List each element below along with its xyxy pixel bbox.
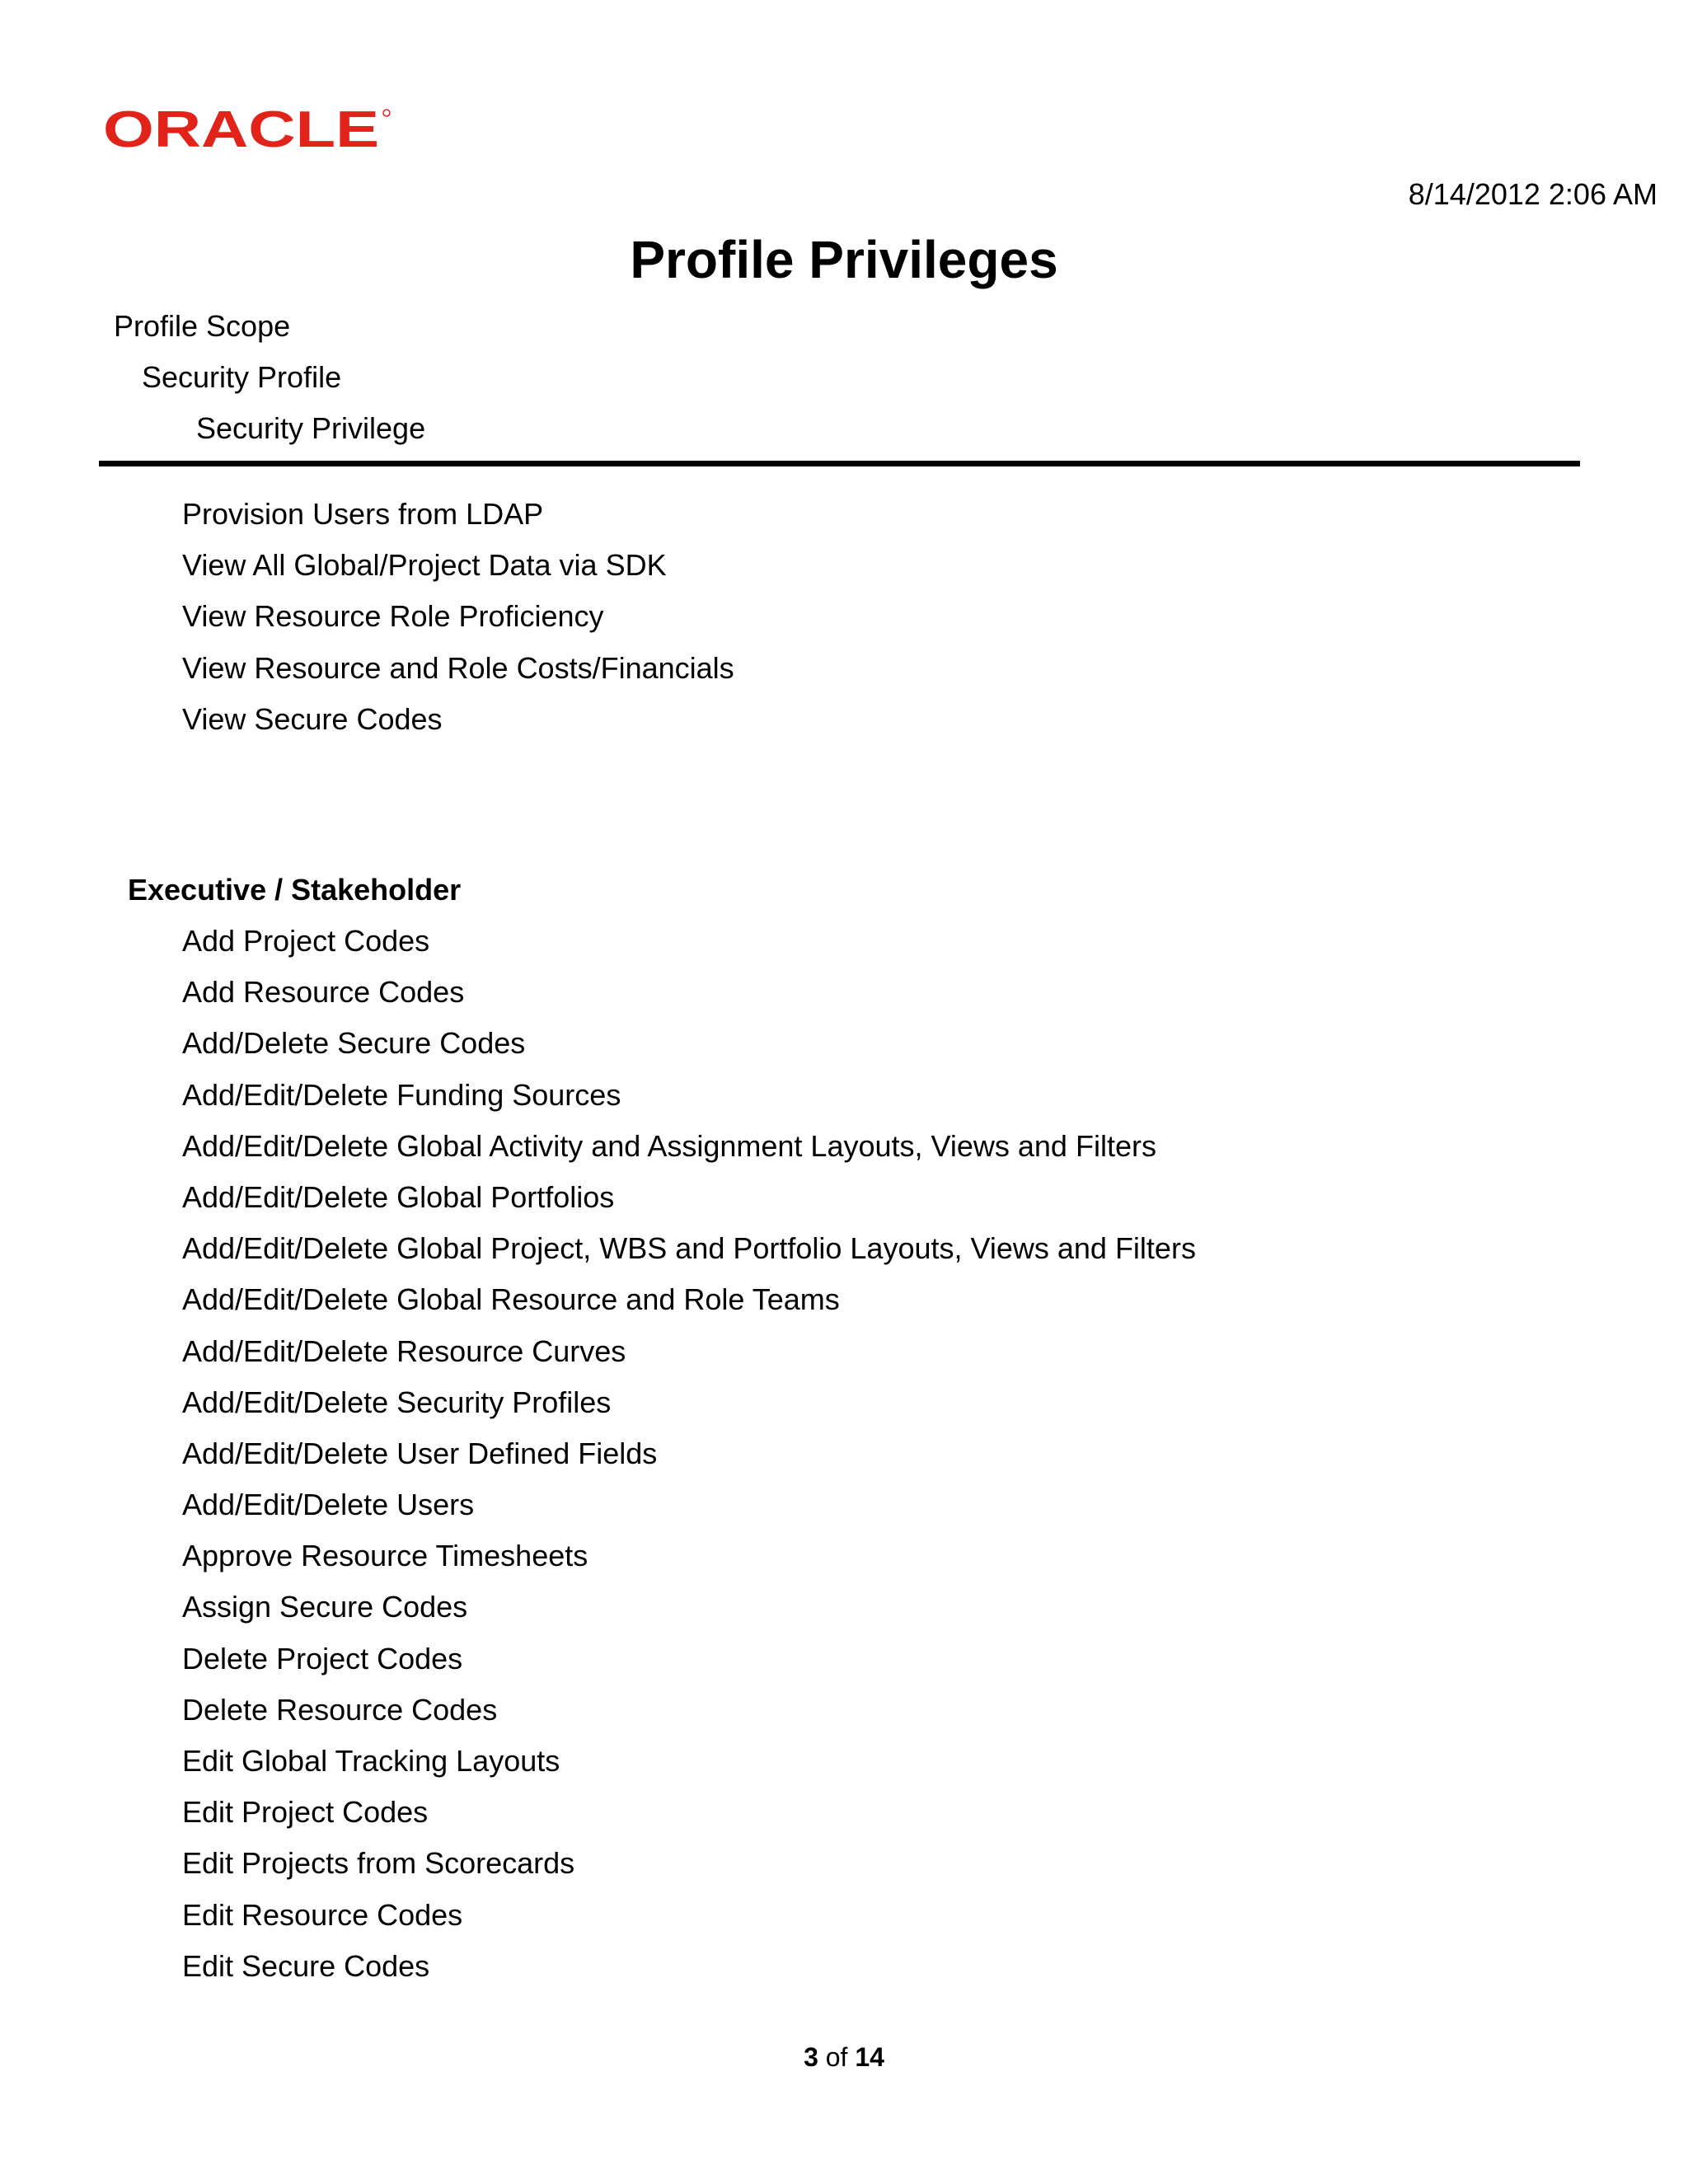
- page-title: Profile Privileges: [630, 230, 1058, 289]
- privilege-item: Edit Global Tracking Layouts: [182, 1744, 560, 1778]
- header-divider: [99, 461, 1580, 466]
- privilege-item: Add/Edit/Delete Users: [182, 1488, 475, 1522]
- privilege-item: View Resource Role Proficiency: [182, 599, 604, 634]
- privilege-item: Edit Projects from Scorecards: [182, 1846, 575, 1881]
- legend-security-profile: Security Profile: [142, 360, 342, 394]
- privilege-item: Add/Delete Secure Codes: [182, 1026, 526, 1061]
- privilege-item: Add/Edit/Delete Global Portfolios: [182, 1179, 615, 1214]
- privilege-item: Assign Secure Codes: [182, 1590, 468, 1624]
- privilege-item: Add Project Codes: [182, 924, 430, 958]
- privilege-item: Add/Edit/Delete User Defined Fields: [182, 1436, 658, 1470]
- page-number: [0, 2041, 1688, 2074]
- oracle-logo: [103, 105, 392, 153]
- privilege-item: Add/Edit/Delete Global Project, WBS and Portfolio Layouts, Views and Filters: [182, 1231, 1196, 1266]
- oracle-logo-wordmark: ORACLE: [103, 105, 379, 153]
- privilege-item: Add/Edit/Delete Global Resource and Role Teams: [182, 1282, 840, 1317]
- total-pages: 14: [855, 2042, 884, 2072]
- privilege-item: Delete Project Codes: [182, 1641, 463, 1675]
- continued-privilege-list: [182, 489, 734, 745]
- privilege-item: Add/Edit/Delete Security Profiles: [182, 1385, 612, 1419]
- timestamp: 8/14/2012 2:06 AM: [1408, 177, 1658, 211]
- profile-heading-executive-stakeholder: Executive / Stakeholder: [128, 873, 462, 907]
- legend-profile-scope: Profile Scope: [114, 309, 291, 343]
- privilege-item: View All Global/Project Data via SDK: [182, 548, 667, 583]
- legend-security-privilege: Security Privilege: [196, 411, 426, 445]
- privilege-item: Edit Project Codes: [182, 1795, 429, 1830]
- privilege-item: View Secure Codes: [182, 701, 443, 736]
- privilege-item: Delete Resource Codes: [182, 1692, 498, 1727]
- executive-privilege-list: [182, 916, 1196, 1992]
- privilege-item: Add/Edit/Delete Global Activity and Assignment Layouts, Views and Filters: [182, 1128, 1156, 1163]
- privilege-item: Provision Users from LDAP: [182, 497, 544, 531]
- privilege-item: Edit Resource Codes: [182, 1897, 463, 1932]
- privilege-item: Add Resource Codes: [182, 975, 465, 1010]
- page-of-label: of: [825, 2042, 848, 2072]
- privilege-item: Edit Secure Codes: [182, 1948, 430, 1983]
- privilege-item: View Resource and Role Costs/Financials: [182, 650, 734, 685]
- privilege-item: Add/Edit/Delete Funding Sources: [182, 1077, 621, 1112]
- privilege-item: Add/Edit/Delete Resource Curves: [182, 1333, 626, 1368]
- privilege-item: Approve Resource Timesheets: [182, 1539, 588, 1573]
- current-page: 3: [804, 2042, 818, 2072]
